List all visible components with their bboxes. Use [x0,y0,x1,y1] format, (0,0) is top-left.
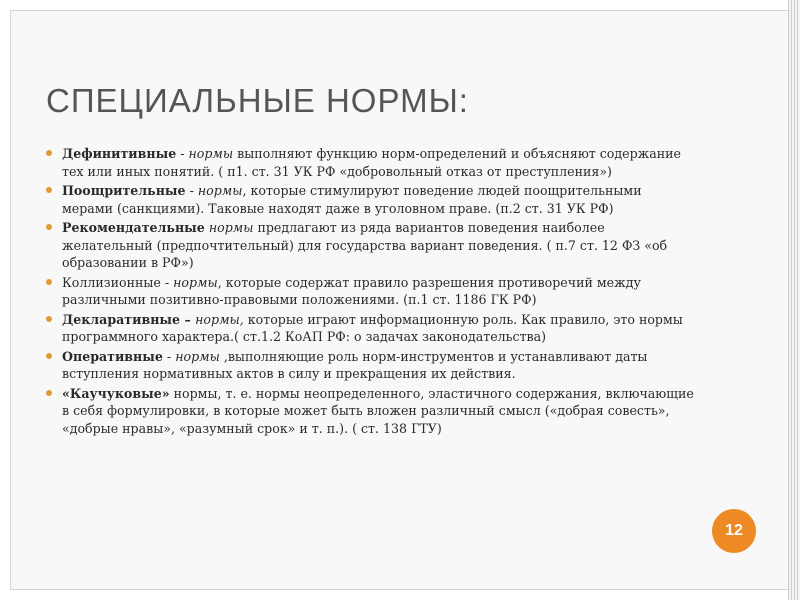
bullet-norm-word: нормы [173,274,218,290]
bullet-term: Поощрительные [62,183,186,198]
slide-edge-decoration [788,0,800,600]
bullet-dot-icon [46,279,52,285]
bullet-text: выполняют функцию норм-определений и объясняют содержание тех или иных понятий. ( п1. ст. 31 УК РФ «добровольный отказ от преступления») [62,146,681,179]
bullet-term: Оперативные [62,348,163,364]
bullet-norm-word: нормы [175,348,220,364]
bullet-dot-icon [46,353,52,359]
bullet-dot-icon [46,390,52,396]
bullet-separator: – [180,311,196,327]
bullet-definitive [46,145,696,180]
bullet-norm-word: нормы [188,146,234,161]
bullet-text: нормы, т. е. нормы неопределенного, эластичного содержания, включающие в себя формулировки, в которые может быть вложен различный смысл («добрая совесть», «добрые нравы», «разумный срок» и т. п.). ( ст. 138 ГТУ) [62,385,694,436]
bullet-operative [46,348,696,383]
bullet-term: Дефинитивные [62,146,177,161]
bullet-incentive [46,182,696,217]
bullet-norm-word: нормы [197,183,243,198]
bullet-text: ,выполняющие роль норм-инструментов и устанавливают даты вступления нормативных актов в силу и прекращения их действия. [62,348,648,381]
bullet-separator: - [176,146,189,161]
bullet-separator: - [162,348,176,364]
bullet-term: «Каучуковые» [62,385,170,401]
bullet-separator: - [160,274,174,290]
bullet-dot-icon [46,224,52,230]
bullet-text: , которые содержат правило разрешения противоречий между различными позитивно-правовыми положениями. (п.1 ст. 1186 ГК РФ) [62,274,641,307]
bullet-text: , которые стимулируют поведение людей поощрительными мерами (санкциями). Таковые находят даже в уголовном праве. (п.2 ст. 31 УК РФ) [62,183,642,216]
bullet-declarative [46,311,696,346]
bullet-text: предлагают из ряда вариантов поведения наиболее желательный (предпочтительный) для государства вариант поведения. ( п.7 ст. 12 ФЗ «об образовании в РФ») [62,220,668,270]
bullet-term: Рекомендательные [62,220,205,235]
slide-title: СПЕЦИАЛЬНЫЕ НОРМЫ: [46,82,469,119]
bullet-dot-icon [46,187,52,193]
bullet-term: Коллизионные [62,274,161,290]
bullet-norm-word: нормы [208,220,254,235]
bullet-term: Декларативные [62,311,181,327]
bullet-separator: - [185,183,198,198]
bullet-list [46,145,696,439]
page-number-badge: 12 [712,509,756,553]
bullet-text: которые играют информационную роль. Как правило, это нормы программного характера.( ст.1.2 КоАП РФ: о задачах законодательства) [62,311,683,344]
bullet-recommendatory [46,219,696,272]
bullet-conflict [46,274,696,309]
bullet-norm-word: нормы, [195,311,244,327]
bullet-rubber [46,385,696,438]
bullet-dot-icon [46,150,52,156]
bullet-dot-icon [46,316,52,322]
